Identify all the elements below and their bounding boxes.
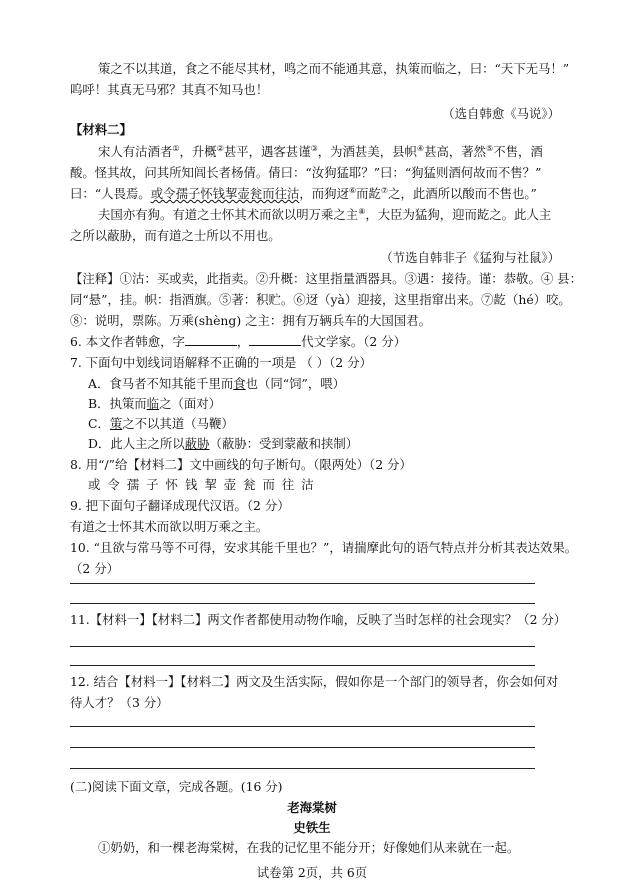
question-8-stem: 8. 用“/”给【材料二】文中画线的句子断句。（限两处）（2 分）: [70, 457, 412, 472]
question-10-stem: 10. “且欲与常马等不可得，安求其能千里也？”，请揣摩此句的语气特点并分析其表达效果。: [70, 540, 578, 555]
answer-blank[interactable]: [185, 333, 237, 346]
answer-line[interactable]: [70, 747, 535, 748]
section-2-heading: (二)阅读下面文章，完成各题。(16 分): [70, 779, 283, 794]
question-10-score: （2 分）: [70, 561, 119, 576]
question-12-line: 12. 结合【材料一】【材料二】两文及生活实际，假如你是一个部门的领导者，你会如何对: [70, 674, 559, 689]
notes-line: 同“悬”，挂。帜：指酒旗。⑤著：积贮。⑥迓（yà）迎接，这里指窜出来。⑦龁（hé）咬。: [70, 292, 571, 307]
answer-line[interactable]: [70, 726, 535, 727]
mat2-header: 【材料二】: [70, 122, 132, 137]
mat2-line: 之所以蔽胁，而有道之士所以不用也。: [70, 228, 281, 243]
question-9-sentence: 有道之士怀其术而欲以明万乘之主。: [70, 519, 269, 534]
answer-blank[interactable]: [249, 333, 301, 346]
question-7-stem: 7. 下面句中划线词语解释不正确的一项是 （ ）（2 分）: [70, 355, 372, 370]
article-title: 老海棠树: [287, 800, 337, 815]
notes-line: ⑧：说明，票陈。万乘(shèng) 之主：拥有万辆兵车的大国国君。: [70, 313, 431, 328]
option-a[interactable]: A．食马者不知其能千里而食也（同“饲”，喂）: [88, 376, 346, 391]
option-d[interactable]: D．此人主之所以蔽胁（蔽胁：受到蒙蔽和挟制）: [88, 436, 359, 451]
mat2-line: 夫国亦有狗。有道之士怀其术而欲以明万乘之主⑧，大臣为猛狗，迎而龁之。此人主: [98, 206, 552, 222]
option-b[interactable]: B．执策而临之（面对）: [88, 396, 222, 411]
mat2-source: （节选自韩非子《猛狗与社鼠》）: [380, 250, 560, 265]
mat1-source: （选自韩愈《马说》）: [442, 106, 560, 121]
mat1-paragraph-line: 呜呼！其真无马邪？其真不知马也！: [70, 82, 269, 97]
article-paragraph: ①奶奶，和一棵老海棠树，在我的记忆里不能分开；好像她们从来就在一起。: [98, 840, 520, 855]
question-8-sentence: 或令孺子怀钱挈壶瓮而往沽: [88, 477, 321, 492]
article-author: 史铁生: [293, 820, 331, 835]
question-11-stem: 11.【材料一】【材料二】两文作者都使用动物作喻，反映了当时怎样的社会现实？（2 分）: [70, 612, 567, 627]
answer-line[interactable]: [70, 768, 535, 769]
page-footer: 试卷第 2页，共 6页: [256, 865, 368, 880]
mat2-line: 曰：“人畏焉。或令孺子怀钱挈壶瓮而往沽，而狗迓⑥而龁⑦之，此酒所以酸而不售也。”: [70, 185, 537, 201]
answer-line[interactable]: [70, 583, 535, 584]
mat2-line: 宋人有沽酒者①，升概②甚平，遇客甚谨③，为酒甚美，县帜④甚高，著然⑤不售，酒: [98, 143, 543, 159]
question-9-stem: 9. 把下面句子翻译成现代汉语。（2 分）: [70, 498, 290, 513]
answer-line[interactable]: [70, 646, 535, 647]
answer-line[interactable]: [70, 665, 535, 666]
option-c[interactable]: C．策之不以其道（马鞭）: [88, 416, 234, 431]
wavy-underlined-sentence: 或令孺子怀钱挈壶瓮而往沽: [150, 186, 300, 201]
answer-line[interactable]: [70, 603, 535, 604]
question-12-line: 待人才？（3 分）: [70, 695, 169, 710]
mat2-line: 酸。怪其故，问其所知闾长者杨倩。倩曰：“汝狗猛耶？”曰：“狗猛则酒何故而不售？”: [70, 165, 542, 180]
mat1-paragraph-line: 策之不以其道，食之不能尽其材，鸣之而不能通其意，执策而临之，曰：“天下无马！”: [98, 61, 570, 76]
notes-line: 【注释】①沽：买或卖，此指卖。②升概：这里指量酒器具。③遇：接待。谨：恭敬。④ 县：: [70, 271, 582, 286]
question-6: 6. 本文作者韩愈，字 ， 代文学家。（2 分）: [70, 334, 407, 349]
